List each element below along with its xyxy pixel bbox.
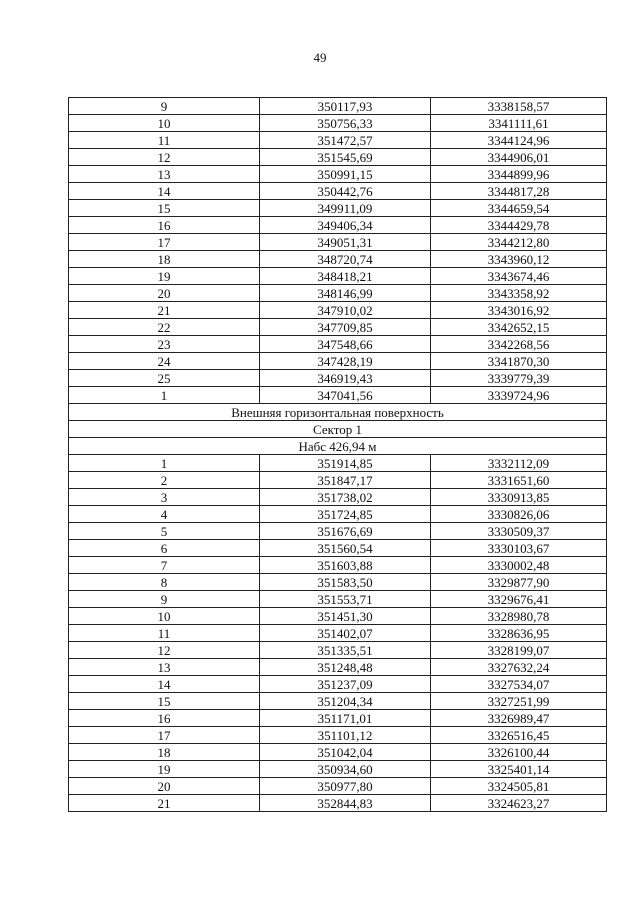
x-coordinate-cell: 351603,88 xyxy=(260,557,431,574)
coordinates-table-body xyxy=(69,98,607,812)
y-coordinate-cell: 3343358,92 xyxy=(431,285,607,302)
x-coordinate-cell: 352844,83 xyxy=(260,795,431,812)
x-coordinate-cell: 351738,02 xyxy=(260,489,431,506)
table-row xyxy=(69,336,607,353)
page-number: 49 xyxy=(313,50,327,65)
y-coordinate-cell: 3330509,37 xyxy=(431,523,607,540)
x-coordinate-cell: 351847,17 xyxy=(260,472,431,489)
y-coordinate-cell: 3328980,78 xyxy=(431,608,607,625)
y-coordinate-cell: 3341870,30 xyxy=(431,353,607,370)
point-number-cell: 21 xyxy=(69,302,260,319)
table-row xyxy=(69,268,607,285)
table-row xyxy=(69,353,607,370)
y-coordinate-cell: 3344124,96 xyxy=(431,132,607,149)
point-number-cell: 1 xyxy=(69,387,260,404)
point-number-cell: 9 xyxy=(69,591,260,608)
table-row xyxy=(69,676,607,693)
y-coordinate-cell: 3327534,07 xyxy=(431,676,607,693)
table-row xyxy=(69,795,607,812)
table-row xyxy=(69,166,607,183)
point-number-cell: 10 xyxy=(69,115,260,132)
point-number-cell: 20 xyxy=(69,285,260,302)
table-row xyxy=(69,455,607,472)
section-header-row xyxy=(69,404,607,421)
y-coordinate-cell: 3343960,12 xyxy=(431,251,607,268)
y-coordinate-cell: 3324505,81 xyxy=(431,778,607,795)
point-number-cell: 19 xyxy=(69,268,260,285)
table-row xyxy=(69,285,607,302)
point-number-cell: 10 xyxy=(69,608,260,625)
point-number-cell: 11 xyxy=(69,625,260,642)
x-coordinate-cell: 350756,33 xyxy=(260,115,431,132)
table-row xyxy=(69,693,607,710)
y-coordinate-cell: 3331651,60 xyxy=(431,472,607,489)
point-number-cell: 1 xyxy=(69,455,260,472)
y-coordinate-cell: 3332112,09 xyxy=(431,455,607,472)
x-coordinate-cell: 351676,69 xyxy=(260,523,431,540)
x-coordinate-cell: 351451,30 xyxy=(260,608,431,625)
x-coordinate-cell: 347428,19 xyxy=(260,353,431,370)
x-coordinate-cell: 347910,02 xyxy=(260,302,431,319)
table-row xyxy=(69,744,607,761)
point-number-cell: 12 xyxy=(69,642,260,659)
point-number-cell: 25 xyxy=(69,370,260,387)
x-coordinate-cell: 351237,09 xyxy=(260,676,431,693)
table-row xyxy=(69,540,607,557)
point-number-cell: 23 xyxy=(69,336,260,353)
y-coordinate-cell: 3330103,67 xyxy=(431,540,607,557)
point-number-cell: 16 xyxy=(69,710,260,727)
x-coordinate-cell: 348720,74 xyxy=(260,251,431,268)
table-row xyxy=(69,319,607,336)
table-row xyxy=(69,710,607,727)
y-coordinate-cell: 3344212,80 xyxy=(431,234,607,251)
table-row xyxy=(69,217,607,234)
x-coordinate-cell: 350977,80 xyxy=(260,778,431,795)
x-coordinate-cell: 351204,34 xyxy=(260,693,431,710)
point-number-cell: 24 xyxy=(69,353,260,370)
y-coordinate-cell: 3341111,61 xyxy=(431,115,607,132)
point-number-cell: 4 xyxy=(69,506,260,523)
x-coordinate-cell: 350442,76 xyxy=(260,183,431,200)
table-row xyxy=(69,608,607,625)
section-header-row xyxy=(69,438,607,455)
x-coordinate-cell: 351553,71 xyxy=(260,591,431,608)
point-number-cell: 11 xyxy=(69,132,260,149)
x-coordinate-cell: 351335,51 xyxy=(260,642,431,659)
point-number-cell: 13 xyxy=(69,659,260,676)
table-row xyxy=(69,659,607,676)
y-coordinate-cell: 3330826,06 xyxy=(431,506,607,523)
table-row xyxy=(69,387,607,404)
y-coordinate-cell: 3327251,99 xyxy=(431,693,607,710)
x-coordinate-cell: 351101,12 xyxy=(260,727,431,744)
table-row xyxy=(69,625,607,642)
y-coordinate-cell: 3328636,95 xyxy=(431,625,607,642)
y-coordinate-cell: 3342652,15 xyxy=(431,319,607,336)
x-coordinate-cell: 351545,69 xyxy=(260,149,431,166)
table-row xyxy=(69,302,607,319)
table-row xyxy=(69,557,607,574)
y-coordinate-cell: 3343016,92 xyxy=(431,302,607,319)
x-coordinate-cell: 351724,85 xyxy=(260,506,431,523)
point-number-cell: 16 xyxy=(69,217,260,234)
table-row xyxy=(69,489,607,506)
x-coordinate-cell: 351042,04 xyxy=(260,744,431,761)
point-number-cell: 21 xyxy=(69,795,260,812)
point-number-cell: 5 xyxy=(69,523,260,540)
x-coordinate-cell: 351248,48 xyxy=(260,659,431,676)
point-number-cell: 18 xyxy=(69,251,260,268)
x-coordinate-cell: 351583,50 xyxy=(260,574,431,591)
y-coordinate-cell: 3326100,44 xyxy=(431,744,607,761)
x-coordinate-cell: 350991,15 xyxy=(260,166,431,183)
y-coordinate-cell: 3344659,54 xyxy=(431,200,607,217)
x-coordinate-cell: 347041,56 xyxy=(260,387,431,404)
y-coordinate-cell: 3328199,07 xyxy=(431,642,607,659)
y-coordinate-cell: 3344817,28 xyxy=(431,183,607,200)
y-coordinate-cell: 3326989,47 xyxy=(431,710,607,727)
table-row xyxy=(69,523,607,540)
table-row xyxy=(69,591,607,608)
y-coordinate-cell: 3338158,57 xyxy=(431,98,607,115)
y-coordinate-cell: 3329676,41 xyxy=(431,591,607,608)
x-coordinate-cell: 349051,31 xyxy=(260,234,431,251)
table-row xyxy=(69,727,607,744)
point-number-cell: 6 xyxy=(69,540,260,557)
point-number-cell: 15 xyxy=(69,200,260,217)
y-coordinate-cell: 3342268,56 xyxy=(431,336,607,353)
x-coordinate-cell: 351171,01 xyxy=(260,710,431,727)
y-coordinate-cell: 3344429,78 xyxy=(431,217,607,234)
point-number-cell: 8 xyxy=(69,574,260,591)
y-coordinate-cell: 3339779,39 xyxy=(431,370,607,387)
y-coordinate-cell: 3329877,90 xyxy=(431,574,607,591)
x-coordinate-cell: 350934,60 xyxy=(260,761,431,778)
x-coordinate-cell: 346919,43 xyxy=(260,370,431,387)
y-coordinate-cell: 3330913,85 xyxy=(431,489,607,506)
table-row xyxy=(69,472,607,489)
y-coordinate-cell: 3330002,48 xyxy=(431,557,607,574)
x-coordinate-cell: 349911,09 xyxy=(260,200,431,217)
y-coordinate-cell: 3327632,24 xyxy=(431,659,607,676)
x-coordinate-cell: 351402,07 xyxy=(260,625,431,642)
point-number-cell: 22 xyxy=(69,319,260,336)
table-row xyxy=(69,234,607,251)
y-coordinate-cell: 3344906,01 xyxy=(431,149,607,166)
y-coordinate-cell: 3343674,46 xyxy=(431,268,607,285)
point-number-cell: 17 xyxy=(69,234,260,251)
point-number-cell: 17 xyxy=(69,727,260,744)
x-coordinate-cell: 350117,93 xyxy=(260,98,431,115)
point-number-cell: 19 xyxy=(69,761,260,778)
x-coordinate-cell: 347709,85 xyxy=(260,319,431,336)
section-header-cell: Набс 426,94 м xyxy=(69,438,607,455)
point-number-cell: 2 xyxy=(69,472,260,489)
y-coordinate-cell: 3325401,14 xyxy=(431,761,607,778)
point-number-cell: 20 xyxy=(69,778,260,795)
section-header-cell: Внешняя горизонтальная поверхность xyxy=(69,404,607,421)
y-coordinate-cell: 3339724,96 xyxy=(431,387,607,404)
table-row xyxy=(69,132,607,149)
table-row xyxy=(69,574,607,591)
x-coordinate-cell: 347548,66 xyxy=(260,336,431,353)
table-row xyxy=(69,642,607,659)
point-number-cell: 13 xyxy=(69,166,260,183)
point-number-cell: 15 xyxy=(69,693,260,710)
x-coordinate-cell: 349406,34 xyxy=(260,217,431,234)
x-coordinate-cell: 351560,54 xyxy=(260,540,431,557)
table-row xyxy=(69,251,607,268)
point-number-cell: 14 xyxy=(69,183,260,200)
table-row xyxy=(69,778,607,795)
y-coordinate-cell: 3324623,27 xyxy=(431,795,607,812)
x-coordinate-cell: 348418,21 xyxy=(260,268,431,285)
point-number-cell: 9 xyxy=(69,98,260,115)
point-number-cell: 7 xyxy=(69,557,260,574)
point-number-cell: 3 xyxy=(69,489,260,506)
y-coordinate-cell: 3344899,96 xyxy=(431,166,607,183)
table-row xyxy=(69,98,607,115)
table-row xyxy=(69,506,607,523)
point-number-cell: 12 xyxy=(69,149,260,166)
table-row xyxy=(69,183,607,200)
table-row xyxy=(69,149,607,166)
table-row xyxy=(69,115,607,132)
point-number-cell: 14 xyxy=(69,676,260,693)
table-row xyxy=(69,200,607,217)
x-coordinate-cell: 351472,57 xyxy=(260,132,431,149)
section-header-cell: Сектор 1 xyxy=(69,421,607,438)
x-coordinate-cell: 348146,99 xyxy=(260,285,431,302)
y-coordinate-cell: 3326516,45 xyxy=(431,727,607,744)
point-number-cell: 18 xyxy=(69,744,260,761)
section-header-row xyxy=(69,421,607,438)
x-coordinate-cell: 351914,85 xyxy=(260,455,431,472)
table-row xyxy=(69,370,607,387)
coordinates-table xyxy=(68,97,607,812)
table-row xyxy=(69,761,607,778)
